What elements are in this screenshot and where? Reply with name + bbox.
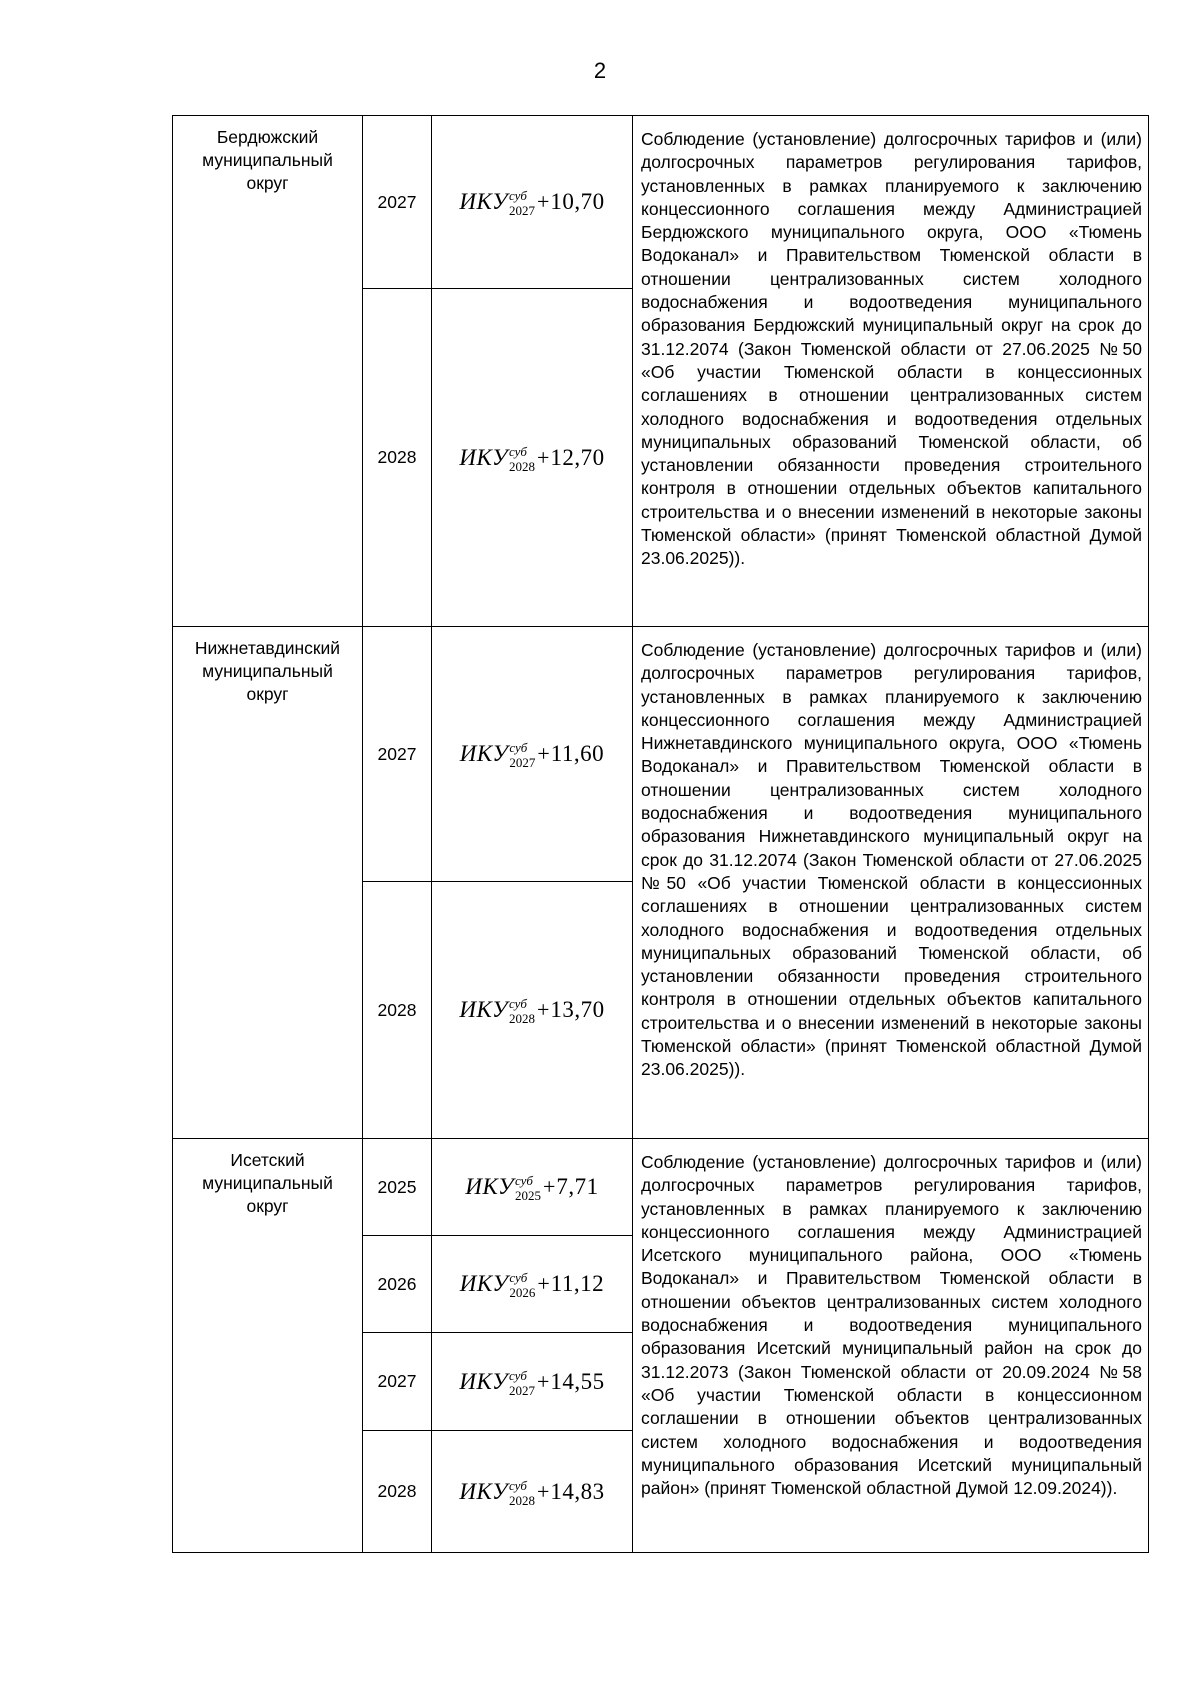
formula-superscript: суб [508,996,527,1011]
district-cell: Бердюжский муниципальный округ [173,116,363,627]
formula-value: 14,55 [550,1368,605,1394]
formula-base: ИКУ [459,1271,509,1296]
table-row [173,627,1149,882]
formula-cell [432,627,633,882]
formula [459,740,605,770]
description-cell: Соблюдение (установление) долгосрочных тарифов и (или) долгосрочных параметров регулирования тарифов, установленных в рамках планируемого к заключению концессионного соглашения между Администрацией Бердюжского муниципального округа, ООО «Тюмень Водоканал» и Правительством Тюменской области в отношении централизованных систем холодного водоснабжения и водоотведения муниципального образования Бердюжский муниципальный округ на срок до 31.12.2074 (Закон Тюменской области от 27.06.2025 №50 «Об участии Тюменской области в концессионных соглашениях в отношении централизованных систем холодного водоснабжения и водоотведения отдельных муниципальных образований Тюменской области, об установлении обязанности проведения строительного контроля в отношении отдельных объектов капитального строительства и о внесении изменений в некоторые законы Тюменской области» (принят Тюменской областной Думой 23.06.2025)). [633,116,1149,627]
formula-base: ИКУ [459,997,508,1022]
formula-operator: + [536,1478,550,1504]
formula-value: 13,70 [550,997,605,1022]
formula-cell [432,882,633,1139]
formula-superscript: суб [509,740,528,755]
formula-base: ИКУ [459,444,508,470]
formula-subscript: 2027 [508,203,535,218]
formula-cell [432,1431,633,1553]
formula-subscript: 2027 [508,1382,535,1398]
formula-value: 14,83 [550,1478,605,1504]
year-cell: 2028 [363,1431,432,1553]
year-cell: 2027 [363,1333,432,1431]
year-cell: 2028 [363,882,432,1139]
formula-superscript: суб [508,188,527,203]
table-row [173,1139,1149,1236]
formula [465,1173,599,1203]
formula-value: 10,70 [550,189,605,214]
year-cell: 2028 [363,289,432,627]
formula-subscript: 2028 [508,1011,535,1026]
formula-base: ИКУ [459,741,509,766]
formula-cell [432,1333,633,1431]
formula-subscript: 2028 [508,458,535,474]
formula-operator: + [537,741,550,766]
year-cell: 2026 [363,1236,432,1333]
formula-value: 11,60 [550,741,605,766]
formula-cell [432,289,633,627]
formula-operator: + [536,444,550,470]
formula-cell [432,116,633,289]
district-cell: Исетский муниципальный округ [173,1139,363,1553]
formula-cell [432,1236,633,1333]
formula-operator: + [536,189,550,214]
formula-operator: + [536,1368,550,1394]
formula-base: ИКУ [465,1174,514,1199]
formula [459,188,605,218]
formula [459,1477,605,1508]
formula-superscript: суб [508,1367,527,1383]
year-cell: 2027 [363,116,432,289]
formula-superscript: суб [508,443,527,459]
year-cell: 2027 [363,627,432,882]
formula-operator: + [537,1271,550,1296]
formula-subscript: 2027 [509,755,536,770]
formula-subscript: 2026 [509,1285,536,1300]
formula [459,1367,605,1398]
formula-base: ИКУ [459,1478,508,1504]
formula-value: 11,12 [550,1271,605,1296]
formula-base: ИКУ [459,189,508,214]
formula-base: ИКУ [459,1368,508,1394]
formula-superscript: суб [508,1477,527,1493]
formula-subscript: 2028 [508,1492,535,1508]
formula-subscript: 2025 [514,1188,541,1203]
formula-value: 7,71 [556,1174,599,1199]
table-row [173,116,1149,289]
page-number: 2 [593,58,607,83]
formula-operator: + [536,997,550,1022]
formula-value: 12,70 [550,444,605,470]
tariff-table [172,115,1149,1553]
formula-superscript: суб [509,1270,528,1285]
year-cell: 2025 [363,1139,432,1236]
district-cell: Нижнетавдинский муниципальный округ [173,627,363,1139]
formula [459,443,605,474]
formula-operator: + [542,1174,556,1199]
formula-cell [432,1139,633,1236]
formula [459,1270,605,1300]
description-cell: Соблюдение (установление) долгосрочных тарифов и (или) долгосрочных параметров регулирования тарифов, установленных в рамках планируемого к заключению концессионного соглашения между Администрацией Исетского муниципального района, ООО «Тюмень Водоканал» и Правительством Тюменской области в отношении объектов централизованных систем холодного водоснабжения и водоотведения муниципального образования Исетский муниципальный район на срок до 31.12.2073 (Закон Тюменской области от 20.09.2024 №58 «Об участии Тюменской области в концессионном соглашении в отношении объектов централизованных систем холодного водоснабжения и водоотведения муниципального образования Исетский муниципальный район» (принят Тюменской областной Думой 12.09.2024)). [633,1139,1149,1553]
formula [459,996,605,1026]
formula-superscript: суб [514,1173,533,1188]
description-cell: Соблюдение (установление) долгосрочных тарифов и (или) долгосрочных параметров регулирования тарифов, установленных в рамках планируемого к заключению концессионного соглашения между Администрацией Нижнетавдинского муниципального округа, ООО «Тюмень Водоканал» и Правительством Тюменской области в отношении централизованных систем холодного водоснабжения и водоотведения муниципального образования Нижнетавдинского муниципальный округ на срок до 31.12.2074 (Закон Тюменской области от 27.06.2025 №50 «Об участии Тюменской области в концессионных соглашениях в отношении централизованных систем холодного водоснабжения и водоотведения отдельных муниципальных образований Тюменской области, об установлении обязанности проведения строительного контроля в отношении отдельных объектов капитального строительства и о внесении изменений в некоторые законы Тюменской области» (принят Тюменской областной Думой 23.06.2025)). [633,627,1149,1139]
